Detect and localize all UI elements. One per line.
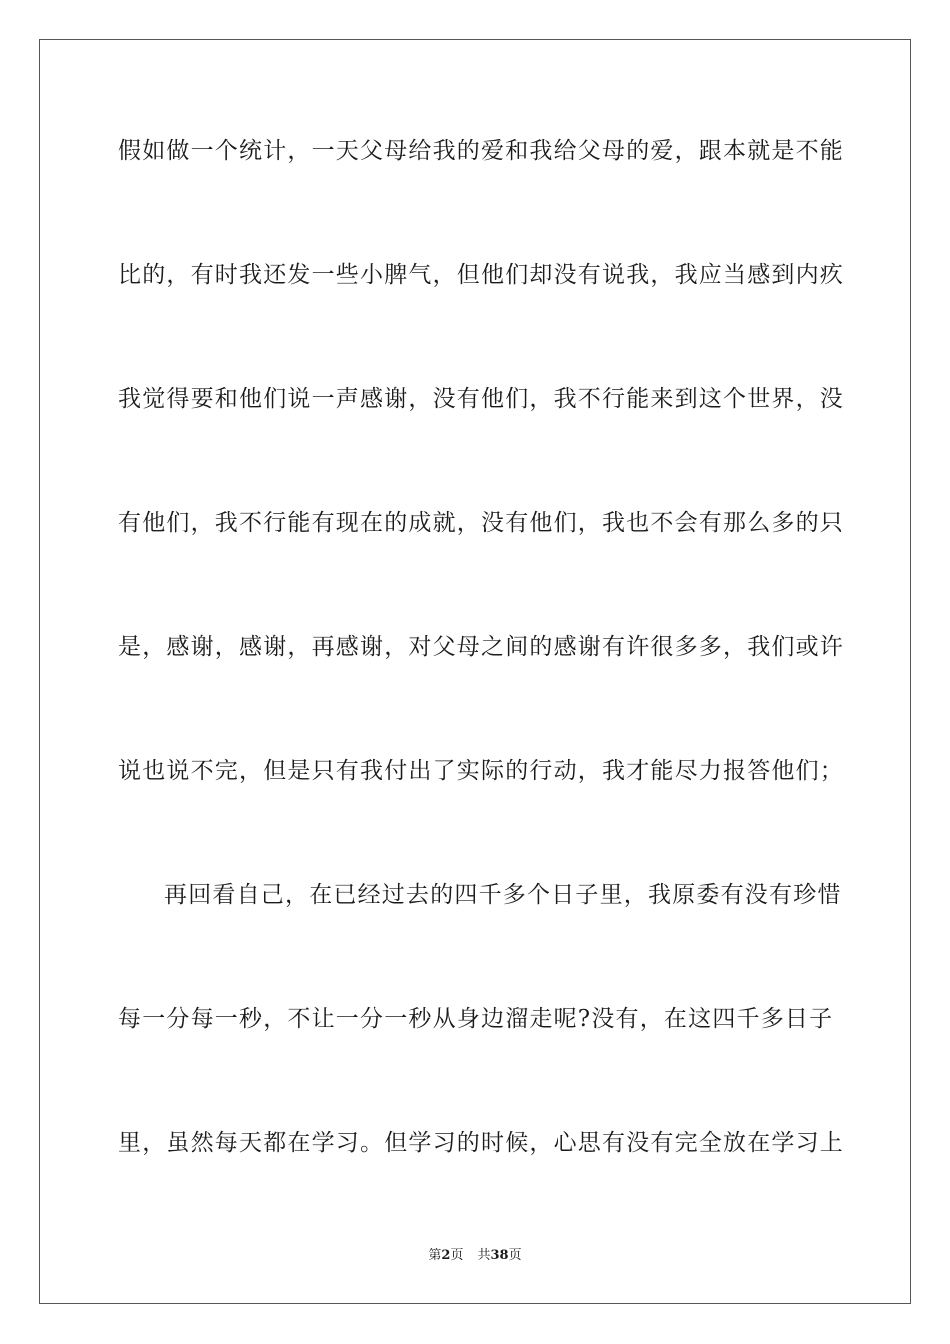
text-line-2: 比的，有时我还发一些小脾气，但他们却没有说我，我应当感到内疚 (118, 262, 844, 288)
text-line-3: 我觉得要和他们说一声感谢，没有他们，我不行能来到这个世界，没 (118, 386, 844, 412)
text-line-6: 说也说不完，但是只有我付出了实际的行动，我才能尽力报答他们； (118, 758, 844, 784)
page-border (39, 39, 911, 1304)
text-line-1: 假如做一个统计，一天父母给我的爱和我给父母的爱，跟本就是不能 (118, 138, 844, 164)
page-prefix: 第 (428, 1248, 442, 1263)
total-prefix: 共 (477, 1248, 491, 1263)
text-line-4: 有他们，我不行能有现在的成就，没有他们，我也不会有那么多的只 (118, 510, 844, 536)
total-pages: 38 (490, 1248, 509, 1263)
text-line-9: 里，虽然每天都在学习。但学习的时候，心思有没有完全放在学习上 (118, 1130, 844, 1156)
page-number: 2 (441, 1248, 451, 1263)
text-line-8: 每一分每一秒，不让一分一秒从身边溜走呢?没有，在这四千多日子 (118, 1006, 834, 1032)
text-line-5: 是，感谢，感谢，再感谢，对父母之间的感谢有许很多多，我们或许 (118, 634, 844, 660)
page-footer (0, 1247, 950, 1265)
text-line-7: 再回看自己，在已经过去的四千多个日子里，我原委有没有珍惜 (164, 882, 842, 908)
total-suffix: 页 (508, 1248, 522, 1263)
page-suffix: 页 (450, 1248, 464, 1263)
